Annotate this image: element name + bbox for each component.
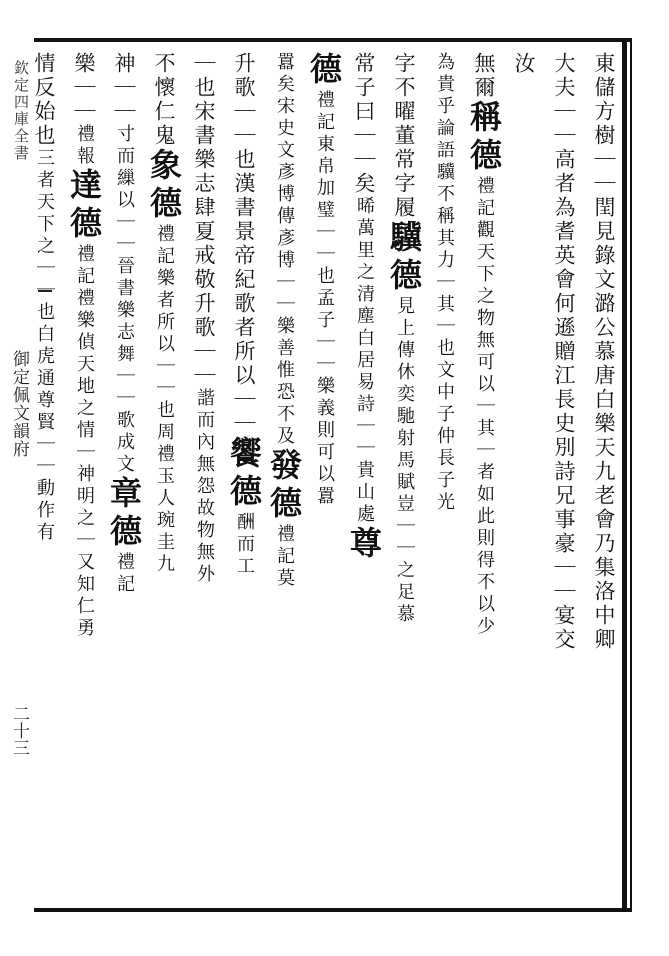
text-column: [224, 52, 264, 900]
column-text: 禮記觀天下之物無可以｜其｜者如此則得不以少: [474, 176, 495, 638]
column-text: 汝: [512, 52, 536, 76]
column-text: 禮記東帛加璧｜｜也孟子｜｜樂義則可以囂: [314, 90, 335, 508]
headword: 章德: [105, 476, 143, 552]
frame-right-inner-border: [630, 38, 632, 912]
text-column: [144, 52, 184, 900]
column-text: 字不曜董常字履: [392, 52, 416, 220]
column-text: 禮記禮樂偵天地之情｜神明之｜又知仁勇: [74, 244, 95, 640]
column-text: 神｜｜: [112, 52, 136, 124]
frame-bottom-border: [34, 908, 630, 912]
column-text: 三者天下之｜｜也白虎通尊賢｜｜動作有: [34, 148, 55, 544]
column-text: 囂矣宋史文彥博傳彥博｜｜樂善惟恐不及: [274, 52, 295, 448]
column-text: 樂｜｜: [72, 52, 96, 124]
text-column: [384, 52, 424, 900]
text-column: [464, 52, 504, 900]
column-text: 升歌｜｜也漢書景帝紀歌者所以｜｜: [232, 52, 256, 436]
column-text: 禮記樂者所以｜｜也周禮玉人琬圭九: [154, 224, 175, 576]
text-column: [104, 52, 144, 900]
column-text: 東儲方樹｜｜閏見錄文潞公慕唐白樂天九老會乃集洛中卿: [592, 52, 616, 652]
headword: 德: [305, 52, 343, 90]
headword: 達德: [65, 168, 103, 244]
column-text: 不懷仁鬼: [152, 52, 176, 148]
column-text: 禮報: [74, 124, 95, 168]
headword: 尊: [345, 526, 383, 564]
text-column: [344, 52, 384, 900]
column-text: 諧而內無怨故物無外: [194, 388, 215, 586]
headword: 稱德: [465, 100, 503, 176]
margin-book-title: 御定佩文韻府: [9, 350, 29, 458]
text-column: [544, 52, 584, 900]
text-column: [304, 52, 344, 900]
text-column: [184, 52, 224, 900]
frame-top-border: [34, 38, 630, 42]
text-column: [584, 52, 624, 900]
column-text: 酬而工: [234, 512, 255, 578]
text-column: [424, 52, 464, 900]
column-text: 晞萬里之清塵白居易詩｜｜貴山處: [354, 196, 375, 526]
column-text: 禮記莫: [274, 524, 295, 590]
column-text: 無爾: [472, 52, 496, 100]
text-column: [264, 52, 304, 900]
column-text: ｜也宋書樂志肆夏戒敬升歌｜｜: [192, 52, 216, 388]
column-text: 情反始也: [32, 52, 56, 148]
column-text: 大夫｜｜高者為耆英會何遜贈江長史別詩兄事豪｜｜宴交: [552, 52, 576, 652]
column-text: 寸而繅以｜｜晉書樂志舞｜｜歌成文: [114, 124, 135, 476]
headword: 驥德: [385, 220, 423, 296]
text-column: [504, 52, 544, 900]
column-text: 為貴乎論語驥不稱其力｜其｜也文中子仲長子光: [434, 52, 455, 514]
column-text: 禮記: [114, 552, 135, 596]
headword: 饗德: [225, 436, 263, 512]
text-column: [64, 52, 104, 900]
text-column: [24, 52, 64, 900]
headword: 象德: [145, 148, 183, 224]
page-number: 二十三: [9, 705, 29, 756]
margin-top-text: 欽定四庫全書: [12, 60, 30, 162]
headword: 發德: [265, 448, 303, 524]
column-text: 見上傳休奕馳射馬賦豈｜｜之足慕: [394, 296, 415, 626]
column-text: 常子曰｜｜矣: [352, 52, 376, 196]
